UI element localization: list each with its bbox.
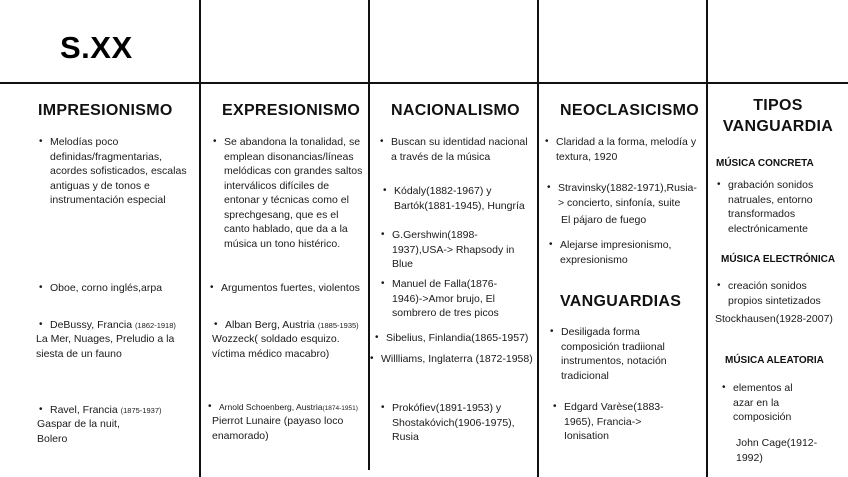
composer-name: Stockhausen(1928-2007) [715, 313, 833, 325]
list-item: • Stravinsky(1882-1971),Rusia-> concierto, sinfonía, suite [558, 181, 700, 210]
composer-name: John Cage(1912-1992) [736, 437, 818, 464]
composer-years: (1874-1951) [322, 405, 358, 412]
column-divider [706, 0, 708, 477]
list-item: • Manuel de Falla(1876-1946)->Amor brujo, El sombrero de tres picos [392, 277, 517, 321]
list-item: • Willliams, Inglaterra (1872-1958) [381, 352, 541, 367]
list-item: • creación sonidos propios sintetizados [728, 279, 838, 308]
list-item: • G.Gershwin(1898-1937),USA-> Rhapsody in Blue [392, 228, 522, 272]
composer-name: Ravel, Francia [50, 404, 118, 416]
list-item: • Kódaly(1882-1967) y Bartók(1881-1945), Hungría [394, 184, 529, 213]
composer-name: DeBussy, Francia [50, 319, 133, 331]
header-divider [0, 82, 848, 84]
list-item: • Alejarse impresionismo, expresionismo [560, 238, 702, 267]
list-item: • Desiligada forma composición tradiional instrumentos, notación tradicional [561, 325, 681, 383]
list-item: • Buscan su identidad nacional a través de la música [391, 135, 533, 164]
list-item: • Sibelius, Finlandia(1865-1957) [386, 331, 536, 346]
impresionismo-heading: IMPRESIONISMO [38, 102, 173, 119]
list-item: • elementos al azar en la composición [733, 381, 813, 425]
composer-works: Gaspar de la nuit, Bolero [37, 418, 120, 445]
vanguardias-heading: VANGUARDIAS [560, 293, 682, 310]
composer-works: La Mer, Nuages, Preludio a la siesta de un fauno [36, 333, 175, 360]
composer-years: (1875-1937) [120, 406, 162, 415]
column-divider [537, 0, 539, 477]
composer-name: Arnold Schoenberg, Austria [219, 402, 323, 412]
composer-works: Wozzeck( soldado esquizo. víctima médico macabro) [212, 333, 340, 360]
list-item: • Claridad a la forma, melodía y textura, 1920 [556, 135, 701, 164]
composer-years: (1862-1918) [135, 321, 176, 330]
nacionalismo-heading: NACIONALISMO [391, 102, 520, 119]
neoclasicismo-heading: NEOCLASICISMO [560, 102, 700, 119]
composer-name: Alban Berg, Austria [225, 319, 315, 331]
list-item: • Melodías poco definidas/fragmentarias, acordes sofisticados, escalas antiguas y de tonos e instrumentación especial [50, 135, 192, 208]
page-title: S.XX [60, 30, 133, 65]
composer-works: Pierrot Lunaire (payaso loco enamorado) [212, 415, 344, 442]
list-item: • Oboe, corno inglés,arpa [50, 281, 195, 296]
composer-years: (1885-1935) [317, 321, 359, 330]
tipos-vanguardia-heading: TIPOS VANGUARDIA [722, 97, 834, 135]
list-item: • grabación sonidos natruales, entorno transformados electrónicamente [728, 178, 838, 236]
musica-electronica-heading: MÚSICA ELECTRÓNICA [721, 254, 836, 265]
column-divider [199, 0, 201, 477]
list-item: • Se abandona la tonalidad, se emplean disonancias/líneas melódicas con grandes saltos interválicos difíciles de entonar y técnicas como el sprechgesang, que es el canto hablado, que da a la música un tono histérico. [224, 135, 364, 251]
list-item: • Prokófiev(1891-1953) y Shostakóvich(1906-1975), Rusia [392, 401, 522, 445]
expresionismo-heading: EXPRESIONISMO [222, 102, 361, 119]
list-item: • Edgard Varèse(1883-1965), Francia-> Ionisation [564, 400, 674, 444]
list-item: • Argumentos fuertes, violentos [221, 281, 366, 296]
musica-concreta-heading: MÚSICA CONCRETA [716, 158, 814, 169]
work-title: El pájaro de fuego [561, 214, 647, 226]
musica-aleatoria-heading: MÚSICA ALEATORIA [725, 355, 824, 366]
